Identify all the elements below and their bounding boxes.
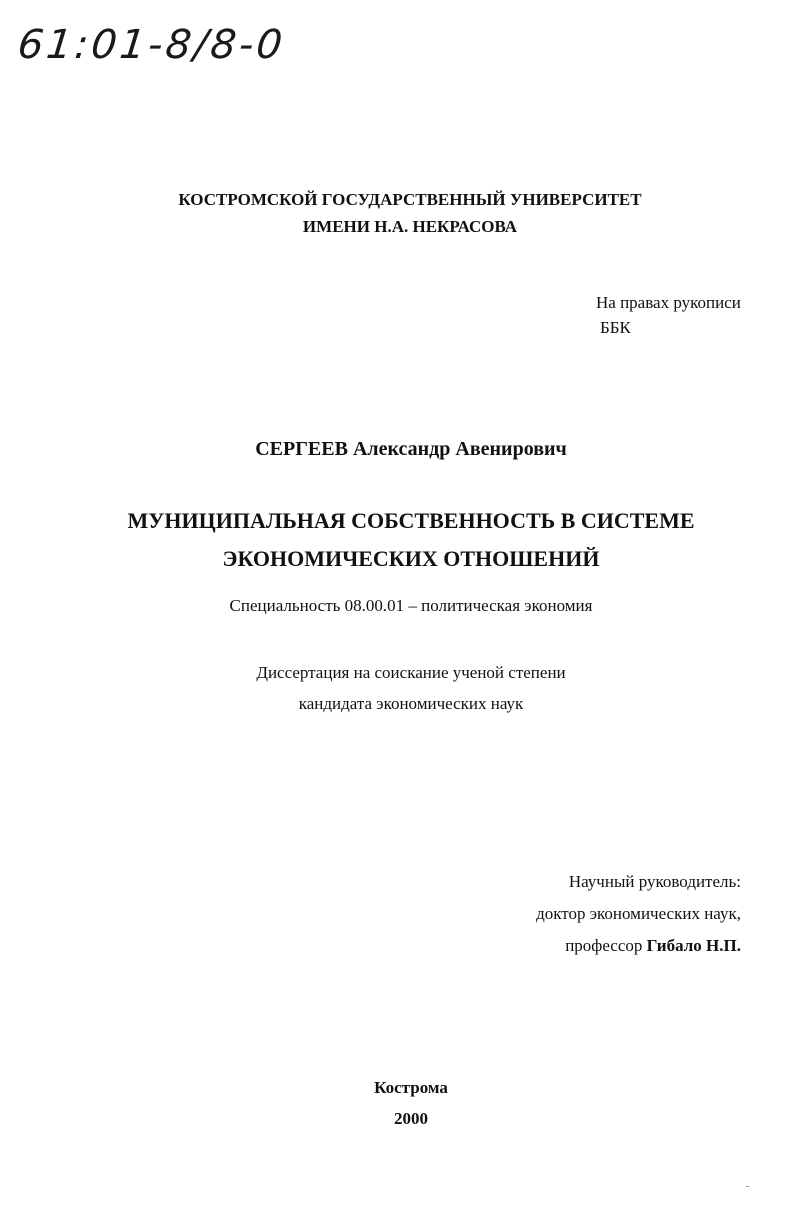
advisor-degree: доктор экономических наук, [536, 904, 741, 923]
rights-line-2: ББК [600, 318, 631, 337]
degree-line-1: Диссертация на соискание ученой степени [256, 663, 566, 682]
city: Кострома [374, 1078, 448, 1097]
specialty: Специальность 08.00.01 – политическая экономия [229, 596, 593, 615]
scan-speck [746, 1186, 749, 1187]
handwritten-catalog-number: 61:01-8/8-0 [15, 22, 288, 68]
author-name: СЕРГЕЕВ Александр Авенирович [255, 438, 567, 460]
university-line-1: КОСТРОМСКОЙ ГОСУДАРСТВЕННЫЙ УНИВЕРСИТЕТ [178, 190, 642, 209]
rights-line-1: На правах рукописи [596, 293, 741, 312]
advisor-name: Гибало Н.П. [646, 936, 741, 955]
university-line-2: ИМЕНИ Н.А. НЕКРАСОВА [302, 217, 518, 236]
degree-line-2: кандидата экономических наук [298, 694, 524, 713]
manuscript-rights [596, 290, 741, 340]
dissertation-title [0, 502, 793, 578]
scientific-advisor [536, 866, 741, 962]
place-and-year [0, 1072, 793, 1134]
advisor-position-line [536, 930, 741, 962]
year: 2000 [394, 1109, 428, 1128]
advisor-label: Научный руководитель: [568, 872, 741, 891]
title-line-1: МУНИЦИПАЛЬНАЯ СОБСТВЕННОСТЬ В СИСТЕМЕ [127, 508, 695, 533]
title-line-2: ЭКОНОМИЧЕСКИХ ОТНОШЕНИЙ [222, 546, 600, 571]
advisor-position: профессор [565, 936, 643, 955]
degree-statement [0, 657, 793, 719]
university-name [0, 186, 793, 240]
